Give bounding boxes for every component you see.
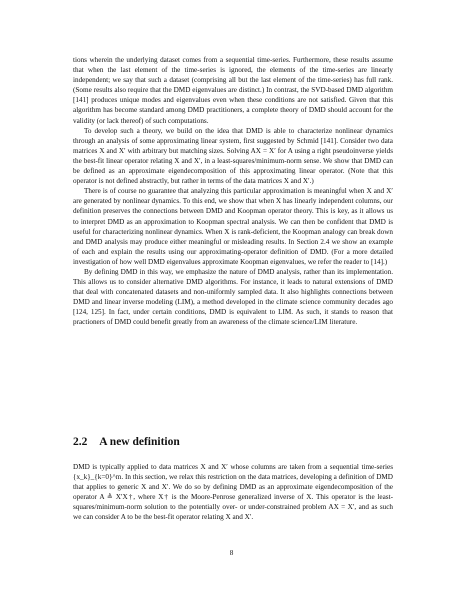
page-number: 8 bbox=[229, 549, 234, 557]
body-text bbox=[73, 55, 393, 328]
section-heading bbox=[73, 436, 393, 448]
section-paragraph: DMD is typically applied to data matrices X and X′ whose columns are taken from a sequential time-series {x_k}_{k=0}^m. In this section, we relax this restriction on the data matrices, developing a definition of DMD that applies to generic X and X′. We do so by defining DMD as an approximate eigendecomposition of the operator A ≜ X′X†, where X† is the Moore-Penrose generalized inverse of X. This operator is the least-squares/minimum-norm solution to the potentially over- or under-constrained problem AX = X′, and as such we can consider A to be the best-fit operator relating X and X′. bbox=[73, 463, 393, 522]
paragraph-4: By defining DMD in this way, we emphasize the nature of DMD analysis, rather than its implementation. This allows us to consider alternative DMD algorithms. For instance, it leads to natural extensions of DMD that deal with concatenated datasets and non-uniformly sampled data. It also highlights connections between DMD and linear inverse modeling (LIM), a method developed in the climate science community decades ago [124, 125]. In fact, under certain conditions, DMD is equivalent to LIM. As such, it stands to reason that practioners of DMD could benefit greatly from an awareness of the climate science/LIM literature. bbox=[73, 267, 393, 327]
paragraph-3: There is of course no guarantee that analyzing this particular approximation is meaningful when X and X′ are generated by nonlinear dynamics. To this end, we show that when X has linearly independent columns, our definition preserves the connections between DMD and Koopman operator theory. This is key, as it allows us to interpret DMD as an approximation to Koopman spectral analysis. We can then be confident that DMD is useful for characterizing nonlinear dynamics. When X is rank-deficient, the Koopman analogy can break down and DMD analysis may produce either meaningful or misleading results. In Section 2.4 we show an example of each and explain the results using our approximating-operator definition of DMD. (For a more detailed investigation of how well DMD eigenvalues approximate Koopman eigenvalues, we refer the reader to [14].) bbox=[73, 187, 393, 266]
section-number: 2.2 bbox=[73, 436, 88, 448]
paragraph-2: To develop such a theory, we build on the idea that DMD is able to characterize nonlinear dynamics through an analysis of some approximating linear system, first suggested by Schmid [141]. Consider two data matrices X and X′ with arbitrary but matching sizes. Solving AX = X′ for A using a right pseudoinverse yields the best-fit linear operator relating X and X′, in a least-squares/minimum-norm sense. We show that DMD can be defined as an approximate eigendecomposition of this approximating linear operator. (Note that this operator is not defined abstractly, but rather in terms of the data matrices X and X′.) bbox=[73, 126, 393, 186]
section-text bbox=[73, 462, 393, 523]
paragraph-1: tions wherein the underlying dataset comes from a sequential time-series. Furthermore, these results assume that when the last element of the time-series is ignored, the elements of the time-series are linearly independent; we say that such a dataset (comprising all but the last element of the time-series) has full rank. (Some results also require that the DMD eigenvalues are distinct.) In contrast, the SVD-based DMD algorithm [141] produces unique modes and eigenvalues even when these conditions are not satisfied. Given that this algorithm has become standard among DMD practitioners, a complete theory of DMD should account for the validity (or lack thereof) of such computations. bbox=[73, 56, 393, 125]
section-title: A new definition bbox=[99, 436, 180, 448]
